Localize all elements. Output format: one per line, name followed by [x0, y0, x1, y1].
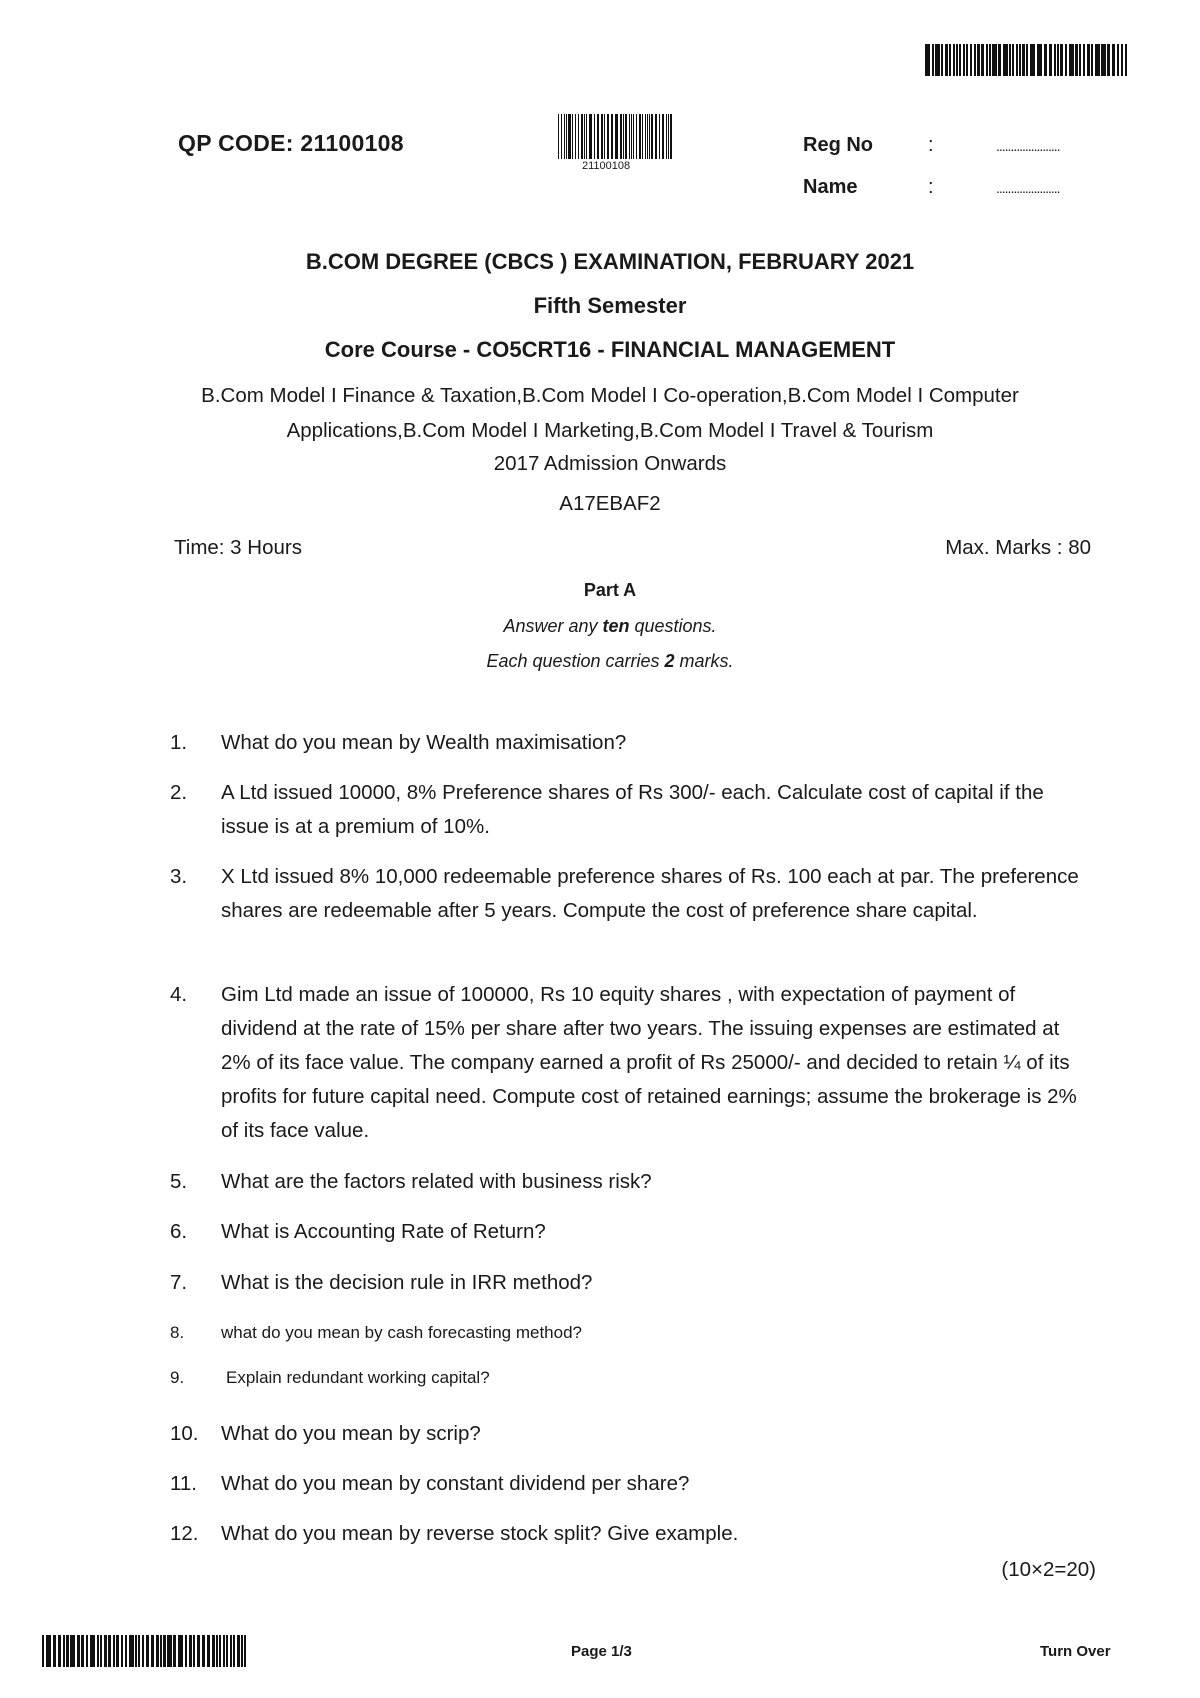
part-a-total: (10×2=20)	[1001, 1558, 1096, 1581]
name-colon: :	[928, 176, 934, 198]
barcode-bar	[981, 44, 984, 76]
question-number: 6.	[170, 1220, 188, 1243]
barcode-bar	[1057, 44, 1059, 76]
barcode-bar	[959, 44, 961, 76]
barcode-bar	[607, 114, 609, 159]
barcode-bar	[216, 1635, 218, 1667]
barcode-bar	[197, 1635, 200, 1667]
barcode-bar	[558, 114, 559, 159]
barcode-bar	[642, 114, 643, 159]
barcode-bar	[1026, 44, 1028, 76]
barcode-bar	[230, 1635, 232, 1667]
reg-no-field: ......................	[996, 138, 1060, 154]
barcode-bar	[163, 1635, 166, 1667]
barcode-bar	[647, 114, 648, 159]
barcode-bar	[219, 1635, 221, 1667]
question-number: 12.	[170, 1522, 199, 1545]
barcode-bar	[63, 1635, 65, 1667]
barcode-bar	[185, 1635, 187, 1667]
barcode-bar	[623, 114, 624, 159]
barcode-bar	[575, 114, 576, 159]
question-number: 2.	[170, 781, 188, 804]
barcode-bar	[1012, 44, 1014, 76]
barcode-bar	[989, 44, 991, 76]
instruction-2-text: Each question carries 2 marks.	[486, 651, 734, 671]
barcode-bar	[193, 1635, 195, 1667]
question-number: 5.	[170, 1170, 188, 1193]
barcode-bar	[86, 1635, 88, 1667]
question-text: What do you mean by scrip?	[221, 1422, 481, 1445]
bottom-left-barcode	[42, 1635, 247, 1667]
barcode-bar	[611, 114, 613, 159]
barcode-bar	[662, 114, 664, 159]
barcode-bar	[66, 1635, 69, 1667]
barcode-bar	[970, 44, 972, 76]
barcode-bar	[104, 1635, 107, 1667]
barcode-bar	[1112, 44, 1115, 76]
barcode-bar	[1065, 44, 1067, 76]
barcode-bar	[566, 114, 567, 159]
barcode-bar	[649, 114, 650, 159]
barcode-bar	[244, 1635, 246, 1667]
question-text: Explain redundant working capital?	[226, 1368, 490, 1387]
barcode-bar	[986, 44, 988, 76]
barcode-bar	[594, 114, 595, 159]
question-text: What is Accounting Rate of Return?	[221, 1220, 546, 1243]
part-a-instruction-2	[0, 651, 1200, 672]
barcode-bar	[129, 1635, 134, 1667]
barcode-bar	[156, 1635, 159, 1667]
max-marks: Max. Marks : 80	[945, 536, 1091, 559]
barcode-bar	[1125, 44, 1127, 76]
barcode-bar	[81, 1635, 84, 1667]
programmes-list: B.Com Model I Finance & Taxation,B.Com Model I Co-operation,B.Com Model I Computer Applications,B.Com Model I Marketing,B.Com Model I Travel & Tourism	[201, 384, 1019, 442]
barcode-bar	[90, 1635, 95, 1667]
question-number: 11.	[170, 1472, 197, 1495]
barcode-bar	[207, 1635, 210, 1667]
question-text: What do you mean by constant dividend per share?	[221, 1472, 690, 1495]
barcode-bar	[1101, 44, 1106, 76]
barcode-bar	[42, 1635, 44, 1667]
barcode-bar	[974, 44, 976, 76]
barcode-bar	[189, 1635, 192, 1667]
barcode-bar	[655, 114, 657, 159]
barcode-bar	[561, 114, 562, 159]
part-a-heading: Part A	[583, 580, 637, 600]
barcode-bar	[1044, 44, 1047, 76]
question-number: 4.	[170, 983, 188, 1006]
barcode-bar	[949, 44, 951, 76]
semester-title: Fifth Semester	[533, 293, 687, 318]
question-text: what do you mean by cash forecasting method?	[221, 1323, 582, 1342]
barcode-bar	[568, 114, 571, 159]
barcode-bar	[589, 114, 592, 159]
barcode-bar	[138, 1635, 140, 1667]
barcode-bar	[1016, 44, 1018, 76]
question-text: Gim Ltd made an issue of 100000, Rs 10 equity shares , with expectation of payment of dividend at the rate of 15% per share after two years. The issuing expenses are estimated at 2% of its face value. The company earned a profit of Rs 25000/- and decided to retain ¼ of its profits for future capital need. Compute cost of retained earnings; assume the brokerage is 2% of its face value.	[221, 983, 1077, 1142]
emphasis: ten	[602, 616, 630, 636]
barcode-bar	[58, 1635, 61, 1667]
question-number: 7.	[170, 1271, 188, 1294]
barcode-bar	[977, 44, 980, 76]
barcode-bar	[160, 1635, 162, 1667]
turn-over: Turn Over	[1040, 1643, 1111, 1660]
barcode-bar	[151, 1635, 154, 1667]
barcode-bar	[108, 1635, 111, 1667]
barcode-bar	[121, 1635, 123, 1667]
barcode-bar	[666, 114, 667, 159]
barcode-bar	[146, 1635, 149, 1667]
emphasis: 2	[664, 651, 675, 671]
top-right-barcode	[925, 44, 1130, 76]
barcode-bar	[1054, 44, 1056, 76]
question-text: What are the factors related with business risk?	[221, 1170, 652, 1193]
barcode-bar	[167, 1635, 172, 1667]
barcode-bar	[625, 114, 627, 159]
barcode-bar	[615, 114, 618, 159]
barcode-bar	[945, 44, 948, 76]
barcode-bar	[668, 114, 669, 159]
barcode-bar	[956, 44, 958, 76]
barcode-bar	[636, 114, 637, 159]
question-number: 8.	[170, 1323, 185, 1342]
question-number: 1.	[170, 731, 188, 754]
barcode-bar	[70, 1635, 75, 1667]
barcode-bar	[202, 1635, 205, 1667]
barcode-bar	[97, 1635, 99, 1667]
barcode-bar	[651, 114, 653, 159]
barcode-bar	[932, 44, 934, 76]
paper-id: A17EBAF2	[559, 492, 661, 515]
barcode-bar	[620, 114, 622, 159]
name-label: Name	[803, 176, 858, 198]
barcode-bar	[125, 1635, 127, 1667]
part-a-instruction-1	[0, 616, 1200, 637]
exam-time: Time: 3 Hours	[174, 536, 302, 559]
barcode-bar	[226, 1635, 228, 1667]
barcode-bar	[1075, 44, 1078, 76]
barcode-bar	[597, 114, 599, 159]
qp-barcode	[558, 114, 674, 159]
barcode-bar	[941, 44, 943, 76]
barcode-bar	[116, 1635, 119, 1667]
name-field: ......................	[996, 180, 1060, 196]
question-number: 10.	[170, 1422, 199, 1445]
barcode-bar	[1107, 44, 1110, 76]
barcode-bar	[586, 114, 587, 159]
barcode-bar	[659, 114, 660, 159]
reg-no-label: Reg No	[803, 134, 873, 156]
barcode-bar	[963, 44, 965, 76]
course-title: Core Course - CO5CRT16 - FINANCIAL MANAGEMENT	[324, 337, 896, 362]
barcode-bar	[953, 44, 955, 76]
barcode-bar	[1069, 44, 1074, 76]
question-text: What do you mean by Wealth maximisation?	[221, 731, 627, 754]
barcode-bar	[1037, 44, 1042, 76]
barcode-bar	[604, 114, 605, 159]
barcode-bar	[633, 114, 634, 159]
barcode-bar	[998, 44, 1001, 76]
question-number: 3.	[170, 865, 188, 888]
barcode-bar	[1079, 44, 1081, 76]
barcode-bar	[572, 114, 573, 159]
barcode-bar	[46, 1635, 51, 1667]
barcode-bar	[670, 114, 672, 159]
barcode-bar	[935, 44, 940, 76]
barcode-bar	[925, 44, 930, 76]
exam-title: B.COM DEGREE (CBCS ) EXAMINATION, FEBRUARY 2021	[305, 249, 915, 274]
barcode-bar	[233, 1635, 235, 1667]
barcode-bar	[1009, 44, 1011, 76]
barcode-number: 21100108	[582, 160, 631, 172]
barcode-bar	[77, 1635, 80, 1667]
question-text: X Ltd issued 8% 10,000 redeemable preference shares of Rs. 100 each at par. The preference shares are redeemable after 5 years. Compute the cost of preference share capital.	[221, 865, 1079, 922]
barcode-bar	[581, 114, 583, 159]
barcode-bar	[1091, 44, 1093, 76]
page-number: Page 1/3	[571, 1643, 632, 1660]
barcode-bar	[212, 1635, 215, 1667]
barcode-bar	[629, 114, 630, 159]
barcode-bar	[1121, 44, 1123, 76]
barcode-bar	[966, 44, 968, 76]
barcode-bar	[1019, 44, 1021, 76]
barcode-bar	[1083, 44, 1085, 76]
barcode-bar	[584, 114, 585, 159]
barcode-bar	[1087, 44, 1090, 76]
barcode-bar	[241, 1635, 243, 1667]
question-number: 9.	[170, 1368, 185, 1387]
barcode-bar	[142, 1635, 144, 1667]
barcode-bar	[223, 1635, 225, 1667]
barcode-bar	[135, 1635, 137, 1667]
question-text: What do you mean by reverse stock split? Give example.	[221, 1522, 739, 1545]
barcode-bar	[1030, 44, 1035, 76]
barcode-bar	[1060, 44, 1063, 76]
barcode-bar	[1117, 44, 1119, 76]
instruction-1-text: Answer any ten questions.	[503, 616, 717, 636]
barcode-bar	[578, 114, 579, 159]
barcode-bar	[173, 1635, 176, 1667]
barcode-bar	[1003, 44, 1008, 76]
barcode-bar	[178, 1635, 183, 1667]
barcode-bar	[601, 114, 603, 159]
barcode-bar	[237, 1635, 240, 1667]
question-text: What is the decision rule in IRR method?	[221, 1271, 593, 1294]
barcode-bar	[645, 114, 646, 159]
barcode-bar	[639, 114, 641, 159]
reg-no-colon: :	[928, 134, 934, 156]
barcode-bar	[113, 1635, 115, 1667]
barcode-bar	[631, 114, 632, 159]
barcode-bar	[53, 1635, 56, 1667]
barcode-bar	[992, 44, 997, 76]
barcode-bar	[1049, 44, 1052, 76]
barcode-bar	[100, 1635, 102, 1667]
admission-text: 2017 Admission Onwards	[493, 452, 727, 475]
question-text: A Ltd issued 10000, 8% Preference shares of Rs 300/- each. Calculate cost of capital if the issue is at a premium of 10%.	[221, 781, 1044, 838]
barcode-bar	[1022, 44, 1025, 76]
barcode-bar	[564, 114, 565, 159]
qp-code: QP CODE: 21100108	[178, 130, 404, 156]
barcode-bar	[1095, 44, 1100, 76]
